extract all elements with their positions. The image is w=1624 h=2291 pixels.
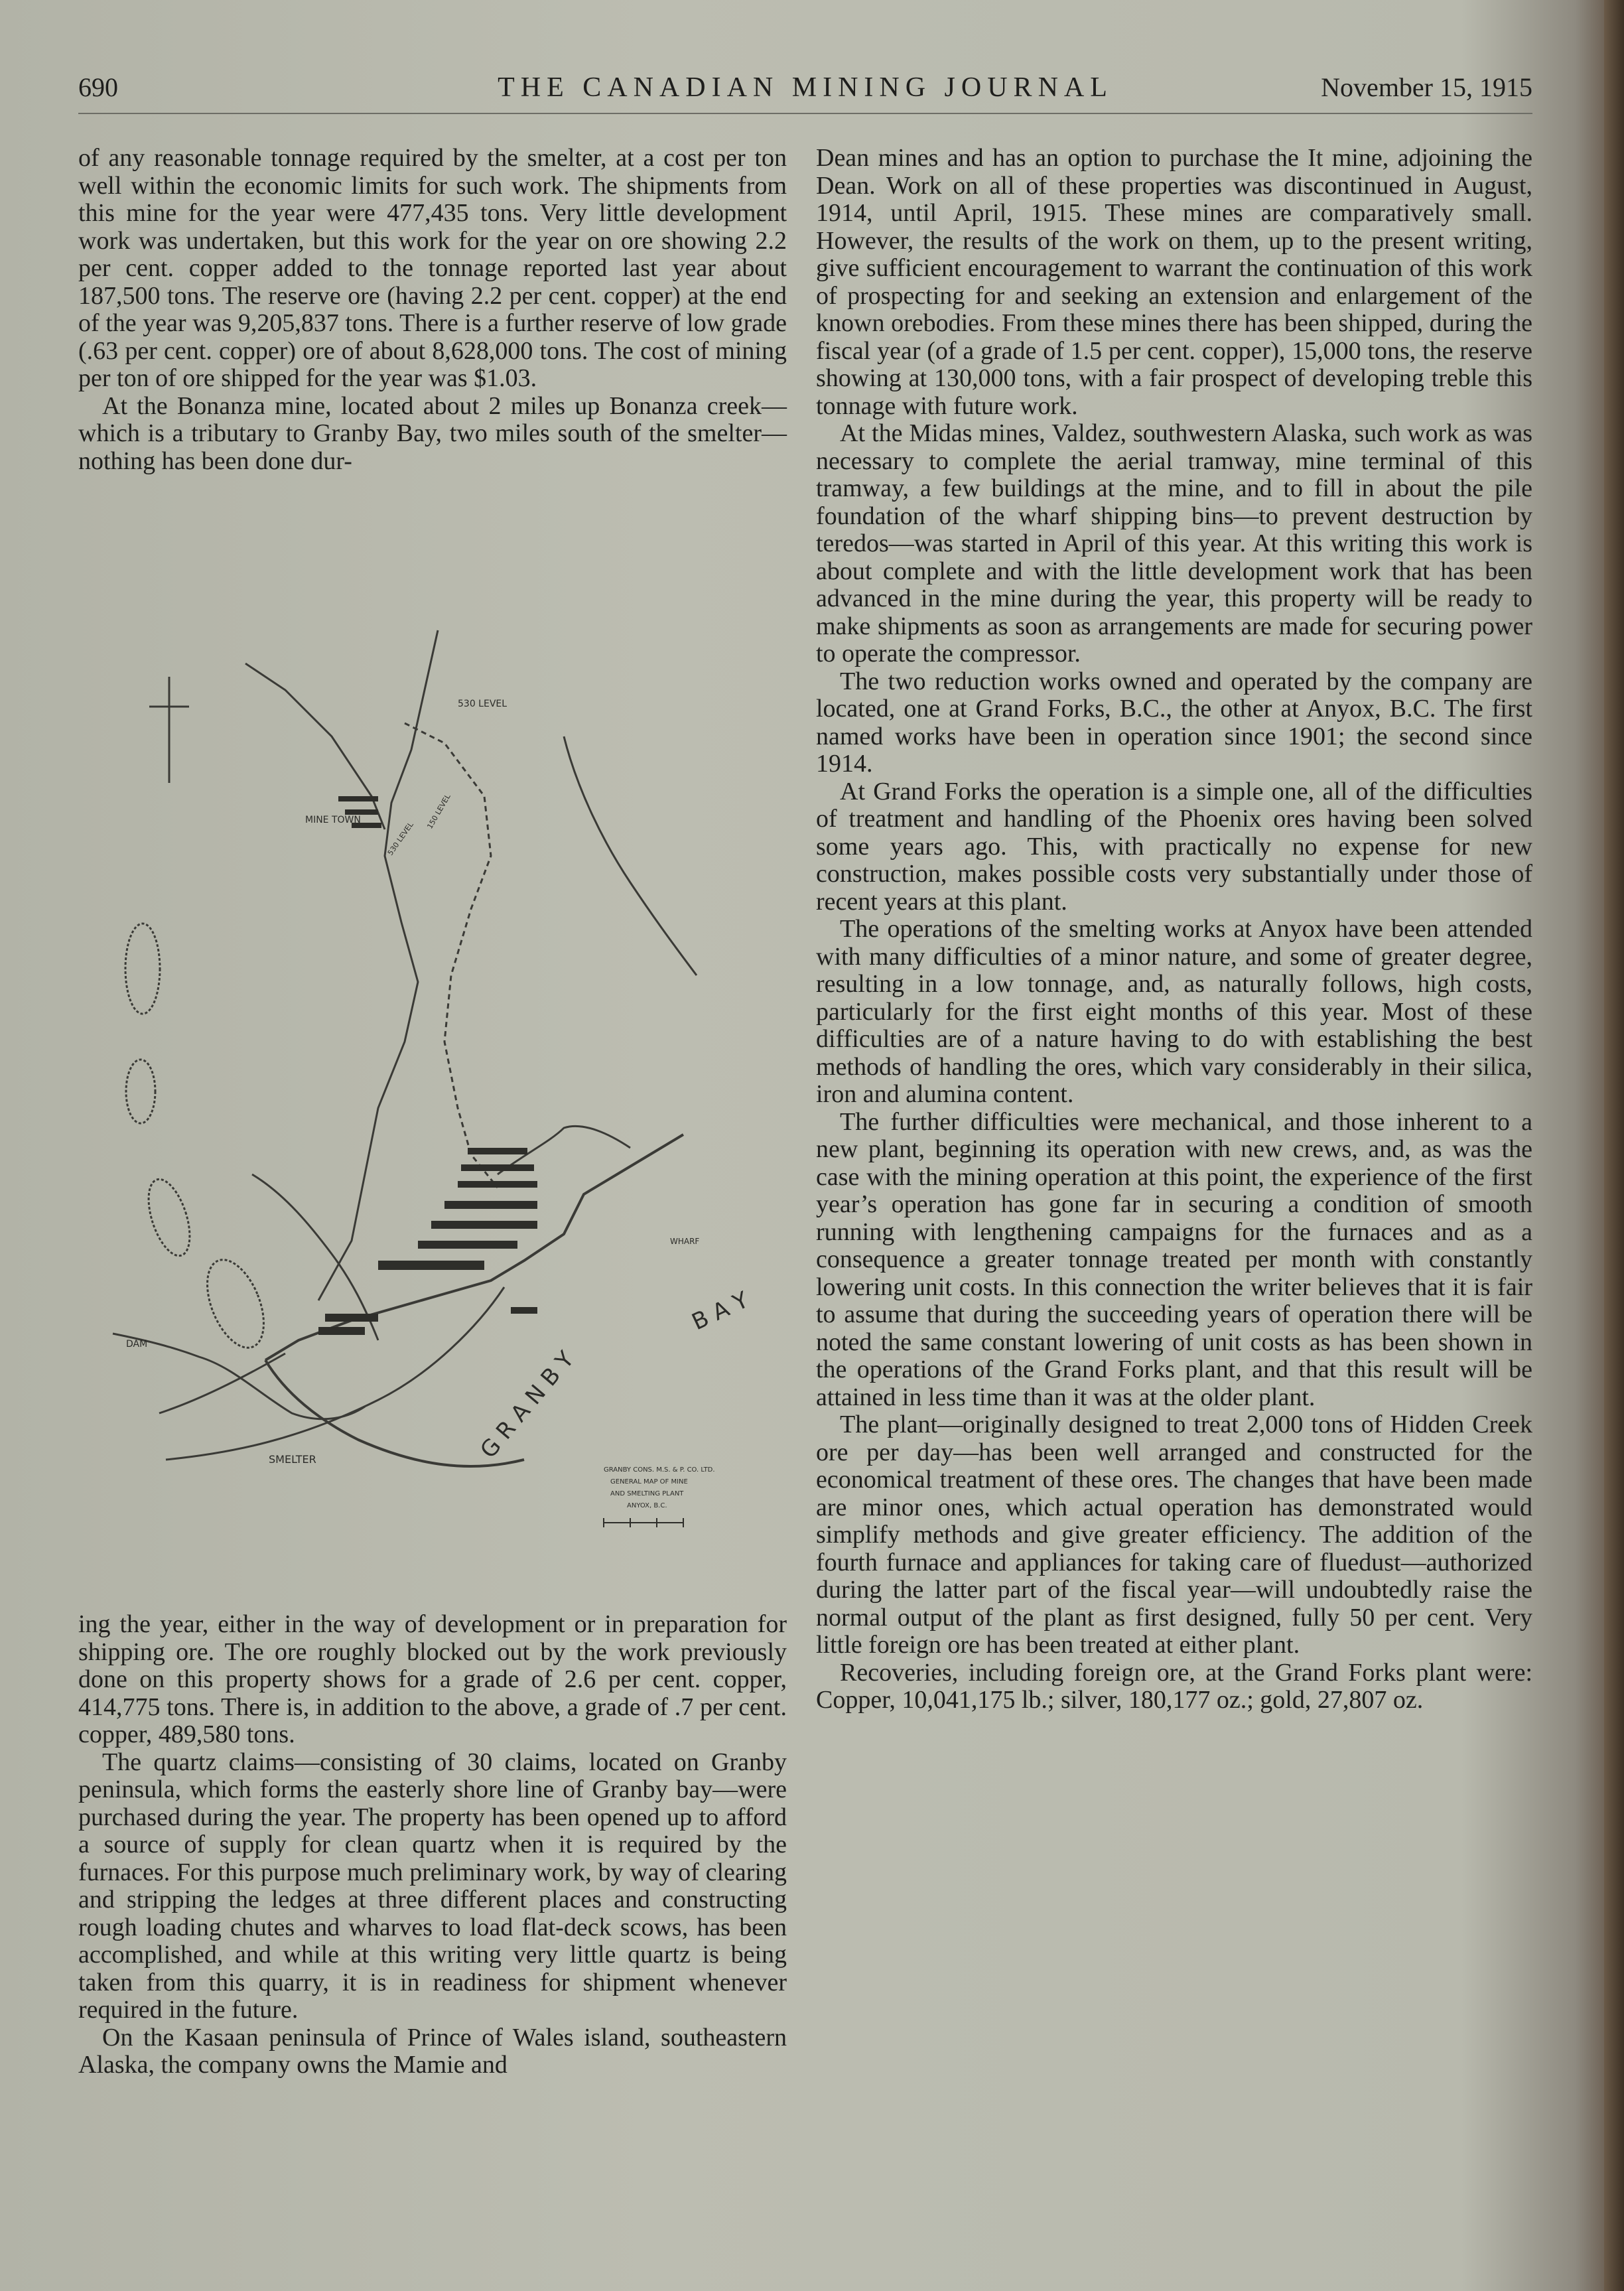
tramway-line: [405, 723, 498, 1188]
map-label-150-level: 150 LEVEL: [425, 792, 452, 831]
right-column: [816, 145, 1532, 1714]
paragraph: The plant—originally designed to treat 2,000 tons of Hidden Creek ore per day—has been well arranged and constructed for the economical treatment of these ores. The changes that have been made are minor ones, which actual operation has demonstrated would simplify methods and give greater efficiency. The addition of the fourth furnace and appliances for taking care of fluedust—authorized during the latter part of the fiscal year—will undoubtedly raise the normal output of the plant as first designed, fully 50 per cent. Very little foreign ore has been treated at either plant.: [816, 1411, 1532, 1659]
paragraph: Dean mines and has an option to purchase the It mine, adjoining the Dean. Work on all of these properties was discontinued in August, 1914, until April, 1915. These mines are comparatively small. However, the results of the work on them, up to the present writing, give sufficient encouragement to warrant the continuation of this work of prospecting for and seeking an extension and enlargement of the known orebodies. From these mines there has been shipped, during the fiscal year (of a grade of 1.5 per cent. copper), 15,000 tons, the reserve showing at 130,000 tons, with a fair prospect of developing treble this tonnage with future work.: [816, 144, 1532, 420]
page-number: 690: [78, 72, 118, 102]
claim-oval: [196, 1252, 275, 1356]
map-credit: GRANBY CONS. M.S. & P. CO. LTD.: [604, 1466, 715, 1474]
paragraph: At the Midas mines, Valdez, southwestern Alaska, such work as was necessary to complete the aerial tramway, mine terminal of this tramway, a few buildings at the mine, and to fill in about the pile foundation of the wharf shipping bins—to prevent destruction by teredos—was started in April of this year. At this writing this work is about complete and with the little development work that has been advanced in the mine during the year, this property will be ready to make shipments as soon as arrangements are made for securing power to operate the compressor.: [816, 419, 1532, 667]
paragraph: The two reduction works owned and operated by the company are located, one at Grand Forks, B.C., the other at Anyox, B.C. The first named works have been in operation since 1901; the second since 1914.: [816, 667, 1532, 778]
map-label-smelter: SMELTER: [269, 1453, 316, 1466]
journal-title: THE CANADIAN MINING JOURNAL: [498, 72, 1113, 103]
east-trail: [564, 736, 697, 975]
dam-creek: [113, 1334, 365, 1419]
map-label-530-level: 530 LEVEL: [458, 699, 508, 709]
paragraph: ing the year, either in the way of development or in preparation for shipping ore. The ore roughly blocked out by the work previously done on this property shows for a grade of 2.6 per cent. copper, 414,775 tons. There is, in addition to the above, a grade of .7 per cent. copper, 489,580 tons.: [78, 1610, 787, 1748]
map-label-mine-town: MINE TOWN: [305, 815, 361, 825]
running-header: [78, 72, 1532, 111]
map-label-bay: B A Y: [687, 1286, 753, 1336]
mine-road: [245, 663, 385, 829]
paragraph: of any reasonable tonnage required by the smelter, at a cost per ton well within the economic limits for such work. The shipments from this mine for the year were 477,435 tons. Very little development work was undertaken, but this work for the year on ore showing 2.2 per cent. copper added to the tonnage reported last year about 187,500 tons. The reserve ore (having 2.2 per cent. copper) at the end of the year was 9,205,837 tons. There is a further reserve of low grade (.63 per cent. copper) ore of about 8,628,000 tons. The cost of mining per ton of ore shipped for the year was $1.03.: [78, 144, 787, 392]
map-title-line2: AND SMELTING PLANT: [610, 1490, 684, 1497]
paragraph: At Grand Forks the operation is a simple one, all of the difficulties of treatment and handling of the Phoenix ores having been solved some years ago. This, with practically no expense for new construction, makes possible costs very substantially under those of recent years at this plant.: [816, 777, 1532, 916]
map-place: ANYOX, B.C.: [627, 1502, 667, 1509]
bonanza-road: [166, 1287, 504, 1460]
paragraph: On the Kasaan peninsula of Prince of Wales island, southeastern Alaska, the company owns the Mamie and: [78, 2023, 787, 2079]
claim-oval: [126, 1060, 155, 1123]
map-label-granby: G R A N B Y: [475, 1346, 580, 1464]
creek-line: [318, 630, 438, 1300]
paragraph: Recoveries, including foreign ore, at the Grand Forks plant were: Copper, 10,041,175 lb.; silver, 180,177 oz.; gold, 27,807 oz.: [816, 1658, 1532, 1714]
paragraph: The further difficulties were mechanical, and those inherent to a new plant, beginning its operation with new crews, and, as was the case with the mining operation at this point, the experience of the first year’s operation has gone far in securing a condition of smooth running with lengthening campaigns for the furnaces and as a consequence a greater tonnage treated per month with constantly lowering unit costs. In this connection the writer believes that it is fair to assume that during the succeeding years of operation there will be noted the same constant lowering of unit costs as has been shown in the operations of the Grand Forks plant, and that this result will be attained in less time than it was at the older plant.: [816, 1107, 1532, 1411]
map-label-wharf: WHARF: [670, 1237, 700, 1246]
issue-date: November 15, 1915: [1321, 72, 1532, 102]
paragraph: At the Bonanza mine, located about 2 miles up Bonanza creek—which is a tributary to Granby Bay, two miles south of the smelter—nothing has been done dur-: [78, 391, 787, 475]
map-label-dam: DAM: [126, 1339, 148, 1350]
paragraph: The operations of the smelting works at Anyox have been attended with many difficulties of a minor nature, and some of greater degree, resulting in a low tonnage, and, as naturally follows, high costs, particularly for the first eight months of this year. Most of these difficulties are of a nature having to do with establishing the best methods of handling the ores, which vary considerably in their silica, iron and alumina content.: [816, 915, 1532, 1108]
left-column-bottom: [78, 1611, 787, 2079]
general-map-figure: [100, 577, 789, 1586]
map-title-line1: GENERAL MAP OF MINE: [610, 1478, 688, 1486]
scale-bar: [604, 1518, 683, 1527]
claim-oval: [141, 1174, 198, 1261]
building-clusters: [318, 796, 537, 1335]
map-label-530-level-b: 530 LEVEL: [385, 820, 415, 857]
header-rule: [78, 113, 1532, 114]
claim-oval: [125, 924, 160, 1014]
left-column-top: [78, 145, 787, 475]
map-drawing: [100, 577, 789, 1586]
paragraph: The quartz claims—consisting of 30 claims, located on Granby peninsula, which forms the easterly shore line of Granby bay—were purchased during the year. The property has been opened up to afford a source of supply for clean quartz when it is required by the furnaces. For this purpose much preliminary work, by way of clearing and stripping the ledges at three different places and constructing rough loading chutes and wharves to load flat-deck scows, has been accomplished, and while at this writing very little quartz is being taken from this quarry, it is in readiness for shipment whenever required in the future.: [78, 1748, 787, 2024]
book-spine-edge: [1604, 0, 1624, 2291]
